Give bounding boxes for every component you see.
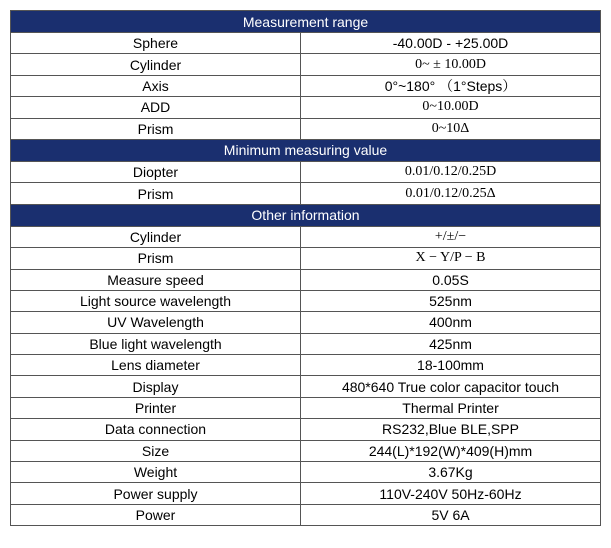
spec-value: 0~10.00D (301, 97, 601, 118)
spec-table-body (11, 11, 601, 526)
table-row (11, 248, 601, 269)
spec-label: Light source wavelength (11, 290, 301, 311)
spec-label: Measure speed (11, 269, 301, 290)
spec-value: 244(L)*192(W)*409(H)mm (301, 440, 601, 461)
spec-label: Weight (11, 462, 301, 483)
spec-value: Thermal Printer (301, 397, 601, 418)
table-row (11, 419, 601, 440)
table-row (11, 333, 601, 354)
spec-label: Prism (11, 248, 301, 269)
spec-value: 400nm (301, 312, 601, 333)
table-row (11, 97, 601, 118)
spec-value: 3.67Kg (301, 462, 601, 483)
spec-label: Power supply (11, 483, 301, 504)
table-row (11, 355, 601, 376)
spec-label: Display (11, 376, 301, 397)
spec-label: Printer (11, 397, 301, 418)
spec-label: Blue light wavelength (11, 333, 301, 354)
spec-value: 18-100mm (301, 355, 601, 376)
spec-label: UV Wavelength (11, 312, 301, 333)
spec-label: Data connection (11, 419, 301, 440)
spec-table (10, 10, 601, 526)
table-row (11, 290, 601, 311)
spec-label: Sphere (11, 33, 301, 54)
section-header-row (11, 204, 601, 226)
section-header-row (11, 139, 601, 161)
table-row (11, 226, 601, 247)
spec-value: -40.00D - +25.00D (301, 33, 601, 54)
spec-value: 525nm (301, 290, 601, 311)
spec-value: 0°~180° （1°Steps） (301, 75, 601, 96)
spec-value: 0.01/0.12/0.25D (301, 161, 601, 182)
table-row (11, 269, 601, 290)
table-row (11, 312, 601, 333)
spec-value: X − Y/P − B (301, 248, 601, 269)
spec-value: 0~ ± 10.00D (301, 54, 601, 75)
section-title: Minimum measuring value (11, 139, 601, 161)
table-row (11, 440, 601, 461)
table-row (11, 75, 601, 96)
table-row (11, 462, 601, 483)
spec-label: Prism (11, 118, 301, 139)
table-row (11, 504, 601, 525)
spec-value: 425nm (301, 333, 601, 354)
table-row (11, 397, 601, 418)
spec-value: 0.01/0.12/0.25Δ (301, 183, 601, 204)
table-row (11, 118, 601, 139)
spec-value: 0.05S (301, 269, 601, 290)
spec-value: +/±/− (301, 226, 601, 247)
spec-value: 480*640 True color capacitor touch (301, 376, 601, 397)
table-row (11, 161, 601, 182)
section-title: Other information (11, 204, 601, 226)
section-title: Measurement range (11, 11, 601, 33)
spec-label: Cylinder (11, 54, 301, 75)
spec-label: Diopter (11, 161, 301, 182)
table-row (11, 483, 601, 504)
spec-label: Prism (11, 183, 301, 204)
table-row (11, 183, 601, 204)
spec-label: Axis (11, 75, 301, 96)
spec-label: Size (11, 440, 301, 461)
spec-label: ADD (11, 97, 301, 118)
spec-value: 110V-240V 50Hz-60Hz (301, 483, 601, 504)
spec-label: Cylinder (11, 226, 301, 247)
table-row (11, 33, 601, 54)
spec-value: 0~10Δ (301, 118, 601, 139)
spec-value: RS232,Blue BLE,SPP (301, 419, 601, 440)
spec-label: Power (11, 504, 301, 525)
spec-label: Lens diameter (11, 355, 301, 376)
spec-value: 5V 6A (301, 504, 601, 525)
table-row (11, 54, 601, 75)
table-row (11, 376, 601, 397)
section-header-row (11, 11, 601, 33)
